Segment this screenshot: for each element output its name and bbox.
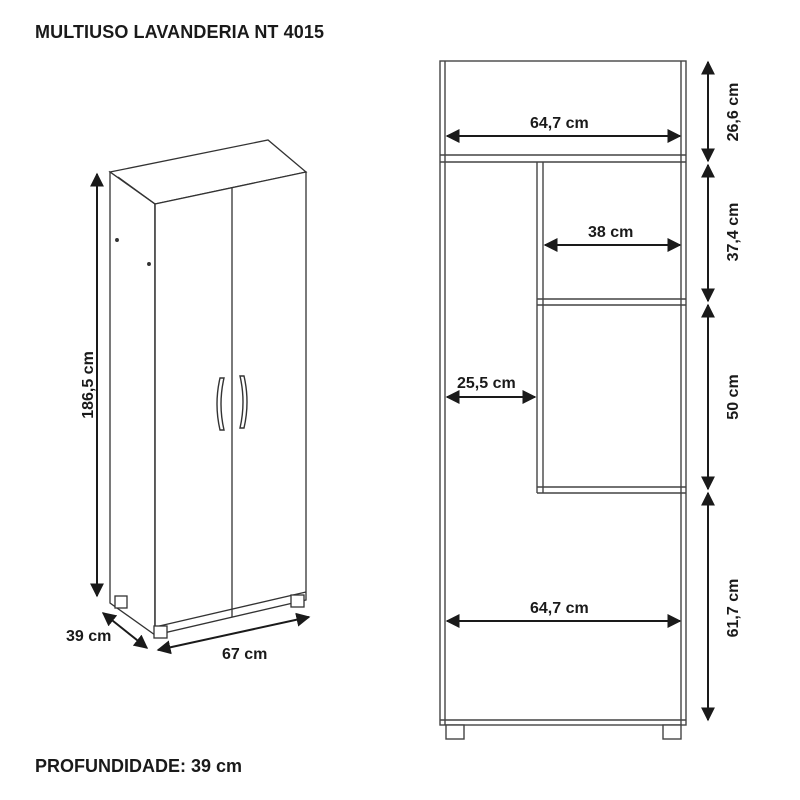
dim-bottom-height xyxy=(708,493,742,720)
dim-label-top-height: 26,6 cm xyxy=(725,82,742,142)
dim-label-height-total: 186,5 cm xyxy=(80,351,97,419)
cabinet-perspective xyxy=(110,140,306,638)
dim-label-upper-shelf-height: 37,4 cm xyxy=(725,202,742,262)
dim-label-left-column-width: 25,5 cm xyxy=(457,375,516,392)
dim-label-depth: 39 cm xyxy=(66,628,112,645)
dim-bottom-width xyxy=(447,600,680,621)
dim-label-upper-shelf-width: 38 cm xyxy=(588,224,634,241)
dim-left-column-width xyxy=(447,375,535,397)
cabinet-elevation xyxy=(440,61,686,739)
dim-label-top-width: 64,7 cm xyxy=(530,115,589,132)
dim-top-height xyxy=(708,62,742,161)
dim-upper-shelf-height xyxy=(708,165,742,301)
dim-label-bottom-height: 61,7 cm xyxy=(725,578,742,638)
dim-upper-shelf-width xyxy=(545,224,680,245)
dim-label-middle-height: 50 cm xyxy=(725,374,742,420)
dim-label-width-front: 67 cm xyxy=(222,646,268,663)
depth-footer: PROFUNDIDADE: 39 cm xyxy=(35,756,243,776)
dim-height-total xyxy=(80,174,97,596)
dim-middle-height xyxy=(708,305,742,489)
dim-top-width xyxy=(447,115,680,136)
dim-label-bottom-width: 64,7 cm xyxy=(530,600,589,617)
page-title: MULTIUSO LAVANDERIA NT 4015 xyxy=(35,22,325,42)
